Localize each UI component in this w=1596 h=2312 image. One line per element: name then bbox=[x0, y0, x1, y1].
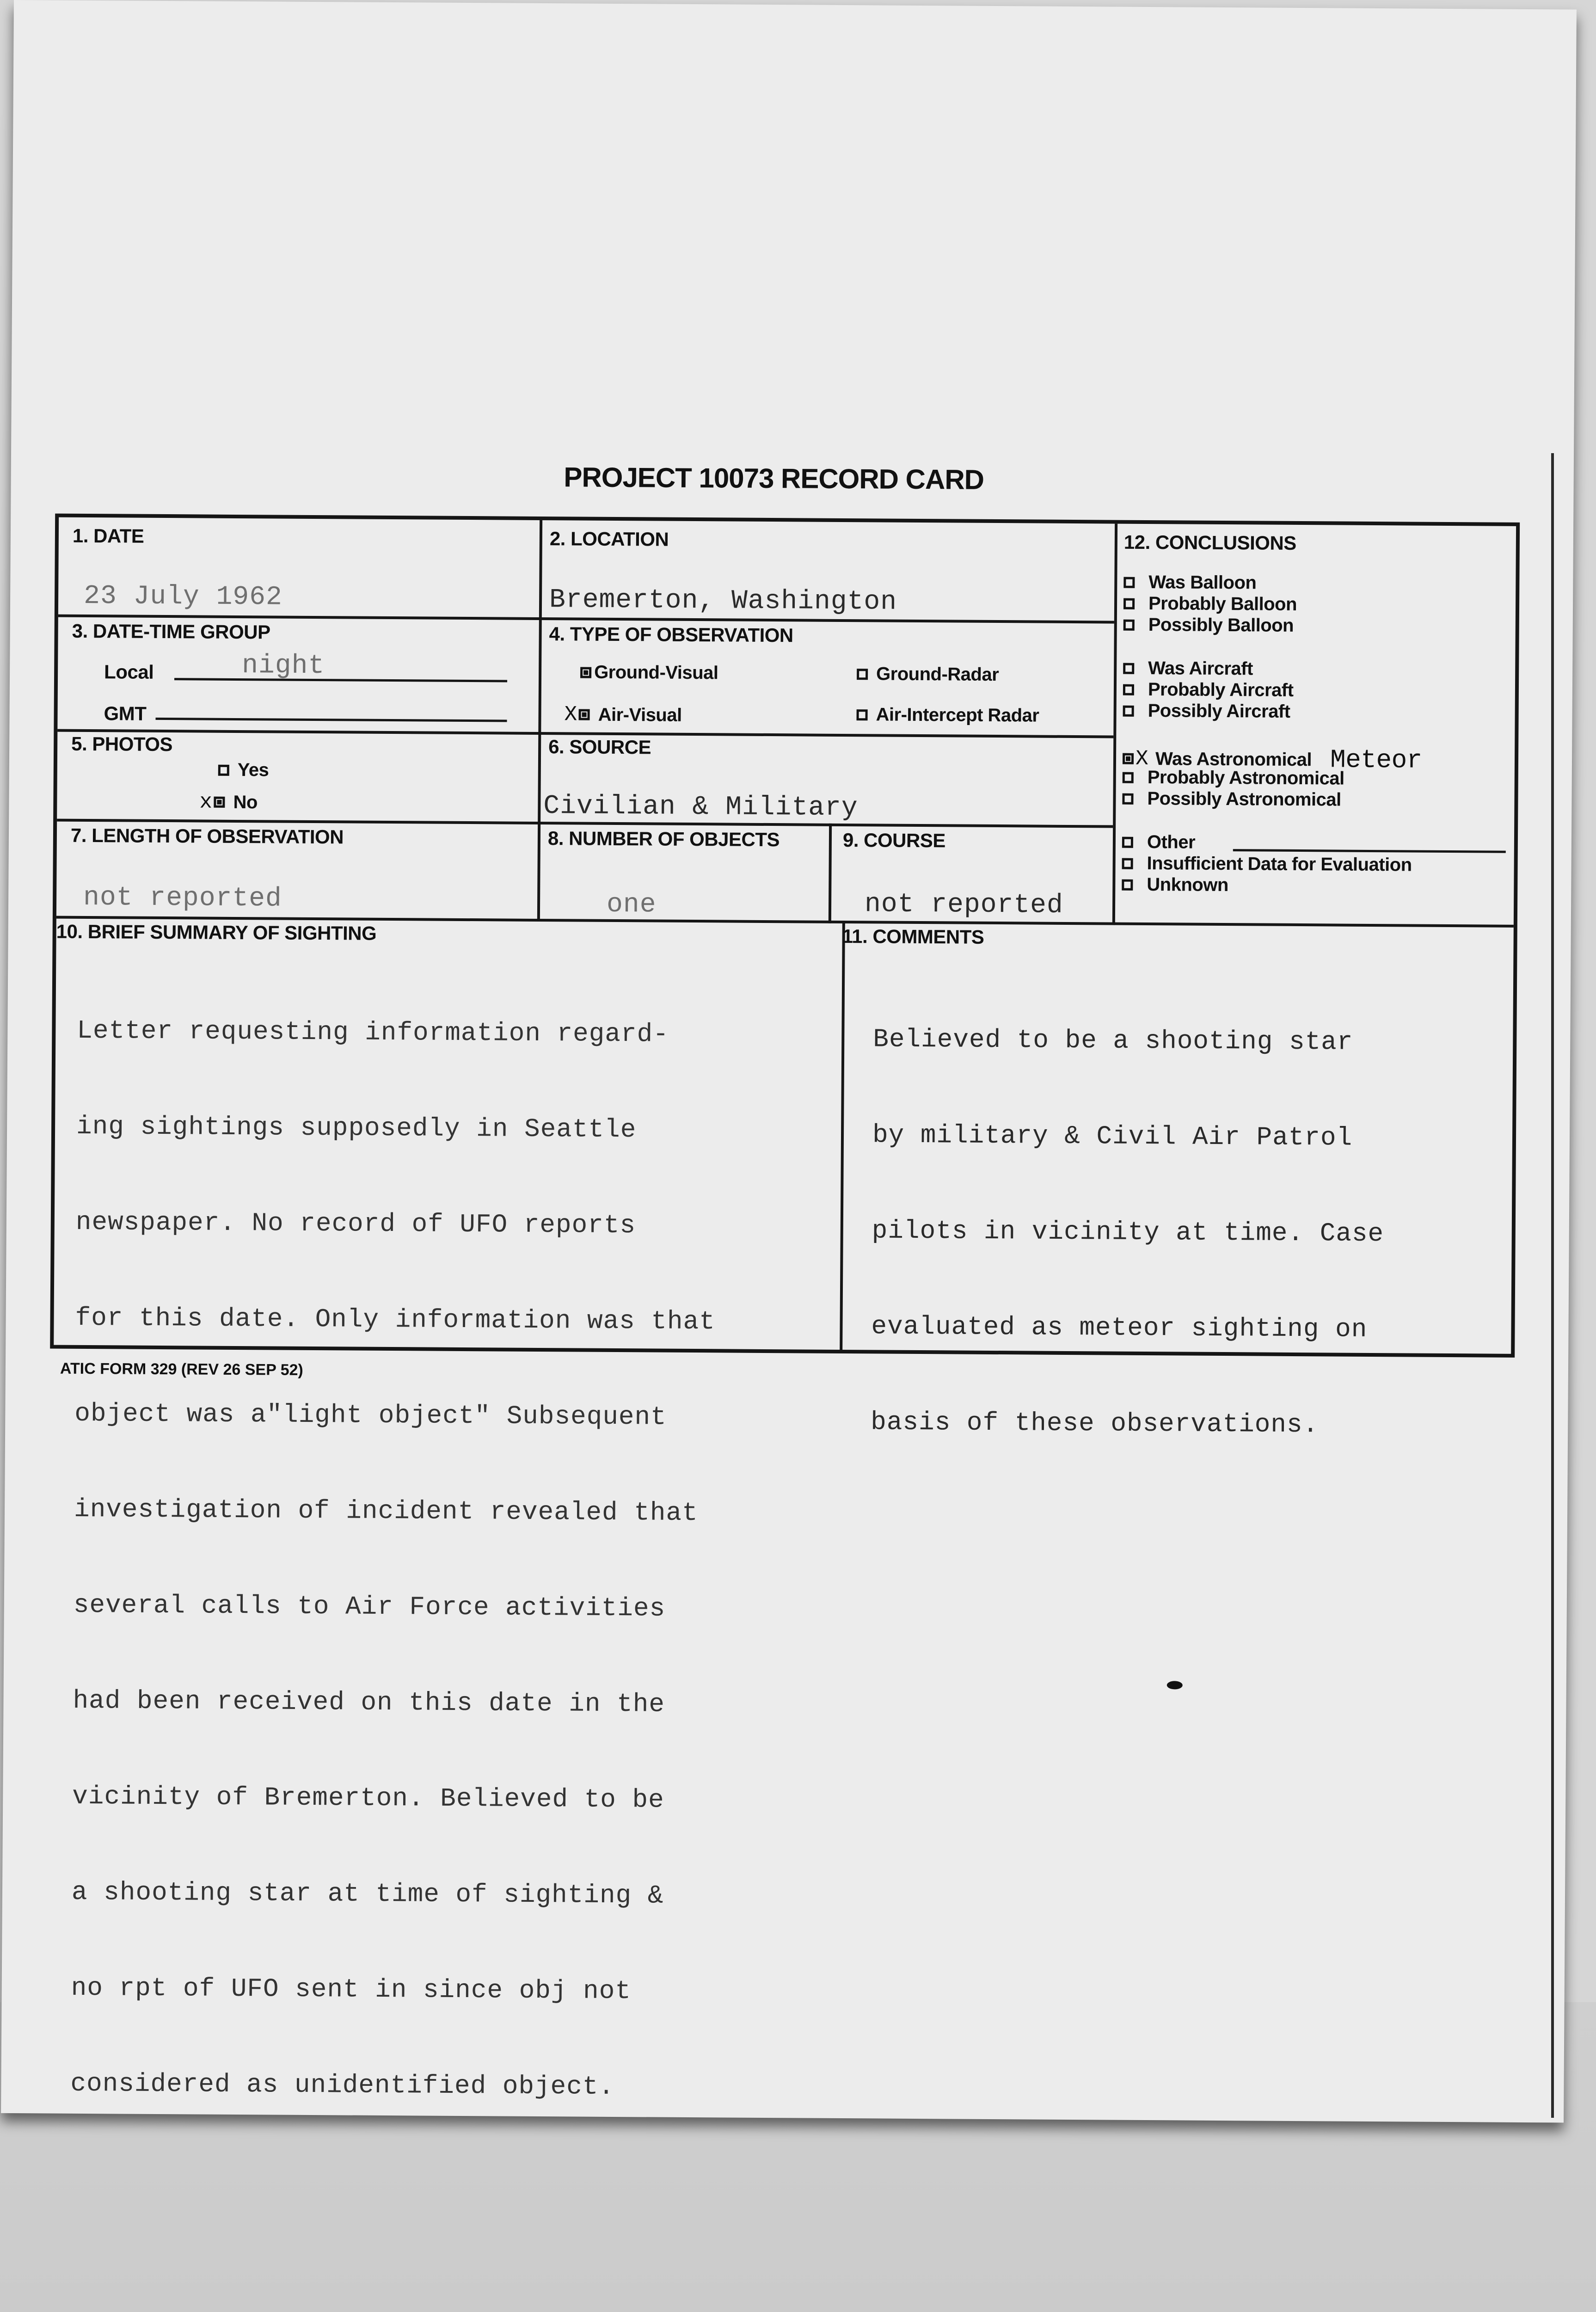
comments-label: 11. COMMENTS bbox=[842, 925, 984, 948]
conclusion-label: Possibly Aircraft bbox=[1148, 701, 1290, 722]
conclusion-label: Was Balloon bbox=[1148, 572, 1257, 593]
card-title: PROJECT 10073 RECORD CARD bbox=[564, 461, 984, 495]
photos-yes-option[interactable] bbox=[218, 760, 269, 781]
date-value: 23 July 1962 bbox=[83, 581, 282, 613]
checkbox[interactable] bbox=[218, 764, 229, 775]
local-line bbox=[174, 678, 507, 682]
summary-line: vicinity of Bremerton. Believed to be bbox=[72, 1781, 664, 1815]
local-label: Local bbox=[104, 661, 154, 683]
air-intercept-label: Air-Intercept Radar bbox=[876, 704, 1039, 726]
air-visual-option[interactable] bbox=[564, 702, 681, 727]
source-value: Civilian & Military bbox=[543, 791, 858, 824]
summary-line: considered as unidentified object. bbox=[70, 2068, 615, 2102]
conclusion-was-aircraft[interactable] bbox=[1123, 658, 1253, 680]
conclusion-possibly-aircraft[interactable] bbox=[1123, 701, 1290, 722]
comments-line: pilots in vicinity at time. Case bbox=[872, 1216, 1384, 1249]
summary-line: newspaper. No record of UFO reports bbox=[75, 1207, 636, 1241]
comments-line: by military & Civil Air Patrol bbox=[872, 1120, 1353, 1153]
conclusion-label: Unknown bbox=[1147, 874, 1228, 896]
comments-line: Believed to be a shooting star bbox=[873, 1024, 1353, 1057]
checkbox[interactable] bbox=[580, 667, 591, 678]
summary-line: investigation of incident revealed that bbox=[74, 1494, 698, 1528]
comments-line: evaluated as meteor sighting on bbox=[871, 1311, 1368, 1344]
divider bbox=[840, 921, 845, 1351]
summary-line: several calls to Air Force activities bbox=[73, 1590, 666, 1623]
checkbox[interactable] bbox=[1123, 753, 1134, 764]
checkbox[interactable] bbox=[1122, 793, 1133, 804]
divider bbox=[829, 824, 832, 923]
conclusion-label: Probably Aircraft bbox=[1148, 679, 1294, 701]
conclusion-label: Other bbox=[1147, 832, 1196, 853]
summary-text bbox=[70, 951, 717, 2167]
air-visual-mark: X bbox=[564, 702, 577, 727]
form-number: ATIC FORM 329 (REV 26 SEP 52) bbox=[60, 1359, 303, 1379]
photos-no-option[interactable] bbox=[199, 790, 258, 814]
divider bbox=[537, 520, 542, 922]
ink-speck bbox=[1167, 1681, 1183, 1689]
photos-no-label: No bbox=[233, 792, 258, 812]
summary-line: ing sightings supposedly in Seattle bbox=[76, 1111, 637, 1145]
ground-radar-label: Ground-Radar bbox=[876, 664, 999, 685]
ground-visual-label: Ground-Visual bbox=[594, 662, 718, 683]
date-label: 1. DATE bbox=[72, 524, 144, 547]
air-intercept-option[interactable] bbox=[856, 704, 1039, 726]
ground-radar-option[interactable] bbox=[857, 664, 999, 685]
checkbox[interactable] bbox=[1122, 836, 1133, 848]
length-value: not reported bbox=[83, 882, 282, 914]
paper-edge bbox=[1551, 453, 1554, 2118]
conclusion-insufficient[interactable] bbox=[1122, 853, 1412, 876]
air-visual-label: Air-Visual bbox=[598, 704, 682, 726]
conclusion-possibly-balloon[interactable] bbox=[1123, 615, 1294, 636]
checkbox[interactable] bbox=[1123, 684, 1134, 695]
divider bbox=[1112, 524, 1117, 925]
gmt-line bbox=[155, 718, 507, 722]
local-value: night bbox=[242, 651, 325, 682]
course-value: not reported bbox=[864, 889, 1063, 921]
checkbox[interactable] bbox=[1123, 663, 1134, 674]
checkbox[interactable] bbox=[579, 709, 590, 720]
conclusion-label: Insufficient Data for Evaluation bbox=[1147, 853, 1412, 875]
summary-line: no rpt of UFO sent in since obj not bbox=[71, 1973, 632, 2006]
checkbox[interactable] bbox=[1123, 619, 1135, 630]
objects-value: one bbox=[606, 889, 657, 920]
conclusion-unknown[interactable] bbox=[1122, 874, 1228, 896]
location-label: 2. LOCATION bbox=[549, 528, 669, 550]
paper-sheet bbox=[1, 0, 1577, 2123]
summary-line: a shooting star at time of sighting & bbox=[71, 1877, 664, 1911]
summary-line: for this date. Only information was that bbox=[75, 1303, 715, 1337]
ground-visual-option[interactable] bbox=[580, 662, 718, 684]
conclusion-other[interactable] bbox=[1122, 832, 1195, 853]
conclusion-label: Possibly Balloon bbox=[1148, 615, 1294, 636]
astronomical-note: Meteor bbox=[1330, 745, 1422, 775]
summary-line: Letter requesting information regard- bbox=[77, 1015, 669, 1049]
checkbox[interactable] bbox=[1123, 772, 1134, 783]
checkbox[interactable] bbox=[1123, 705, 1134, 716]
conclusion-probably-aircraft[interactable] bbox=[1123, 679, 1294, 701]
conclusion-label: Probably Astronomical bbox=[1147, 767, 1344, 789]
checkbox[interactable] bbox=[1122, 858, 1133, 869]
source-label: 6. SOURCE bbox=[548, 736, 651, 758]
summary-line: object was a"light object" Subsequent bbox=[74, 1398, 667, 1432]
checkbox[interactable] bbox=[1122, 879, 1133, 890]
conclusion-label: Was Astronomical bbox=[1155, 748, 1312, 770]
conclusion-possibly-astronomical[interactable] bbox=[1122, 788, 1341, 811]
checkbox[interactable] bbox=[1123, 577, 1135, 588]
summary-line: had been received on this date in the bbox=[73, 1685, 665, 1719]
photos-yes-label: Yes bbox=[237, 759, 269, 781]
conclusion-probably-astronomical[interactable] bbox=[1123, 767, 1344, 789]
checkbox[interactable] bbox=[214, 797, 225, 808]
astronomical-mark: X bbox=[1135, 746, 1148, 771]
conclusion-label: Probably Balloon bbox=[1148, 593, 1297, 615]
checkbox[interactable] bbox=[1123, 598, 1135, 609]
checkbox[interactable] bbox=[857, 709, 868, 720]
course-label: 9. COURSE bbox=[842, 829, 945, 852]
conclusion-was-balloon[interactable] bbox=[1123, 572, 1256, 594]
summary-label: 10. BRIEF SUMMARY OF SIGHTING bbox=[56, 920, 377, 944]
photos-no-mark: x bbox=[199, 790, 212, 814]
gmt-label: GMT bbox=[104, 702, 147, 725]
conclusion-probably-balloon[interactable] bbox=[1123, 593, 1297, 615]
conclusions-label: 12. CONCLUSIONS bbox=[1123, 531, 1296, 554]
photos-label: 5. PHOTOS bbox=[71, 732, 173, 756]
location-value: Bremerton, Washington bbox=[549, 585, 897, 617]
conclusion-label: Was Aircraft bbox=[1148, 658, 1253, 679]
checkbox[interactable] bbox=[857, 669, 868, 680]
other-line bbox=[1233, 849, 1506, 853]
dtg-label: 3. DATE-TIME GROUP bbox=[72, 620, 270, 643]
conclusion-label: Possibly Astronomical bbox=[1147, 788, 1341, 810]
observation-type-label: 4. TYPE OF OBSERVATION bbox=[549, 623, 793, 646]
objects-label: 8. NUMBER OF OBJECTS bbox=[547, 827, 780, 851]
comments-text bbox=[870, 959, 1386, 1505]
length-label: 7. LENGTH OF OBSERVATION bbox=[70, 824, 344, 848]
comments-line: basis of these observations. bbox=[871, 1407, 1319, 1440]
